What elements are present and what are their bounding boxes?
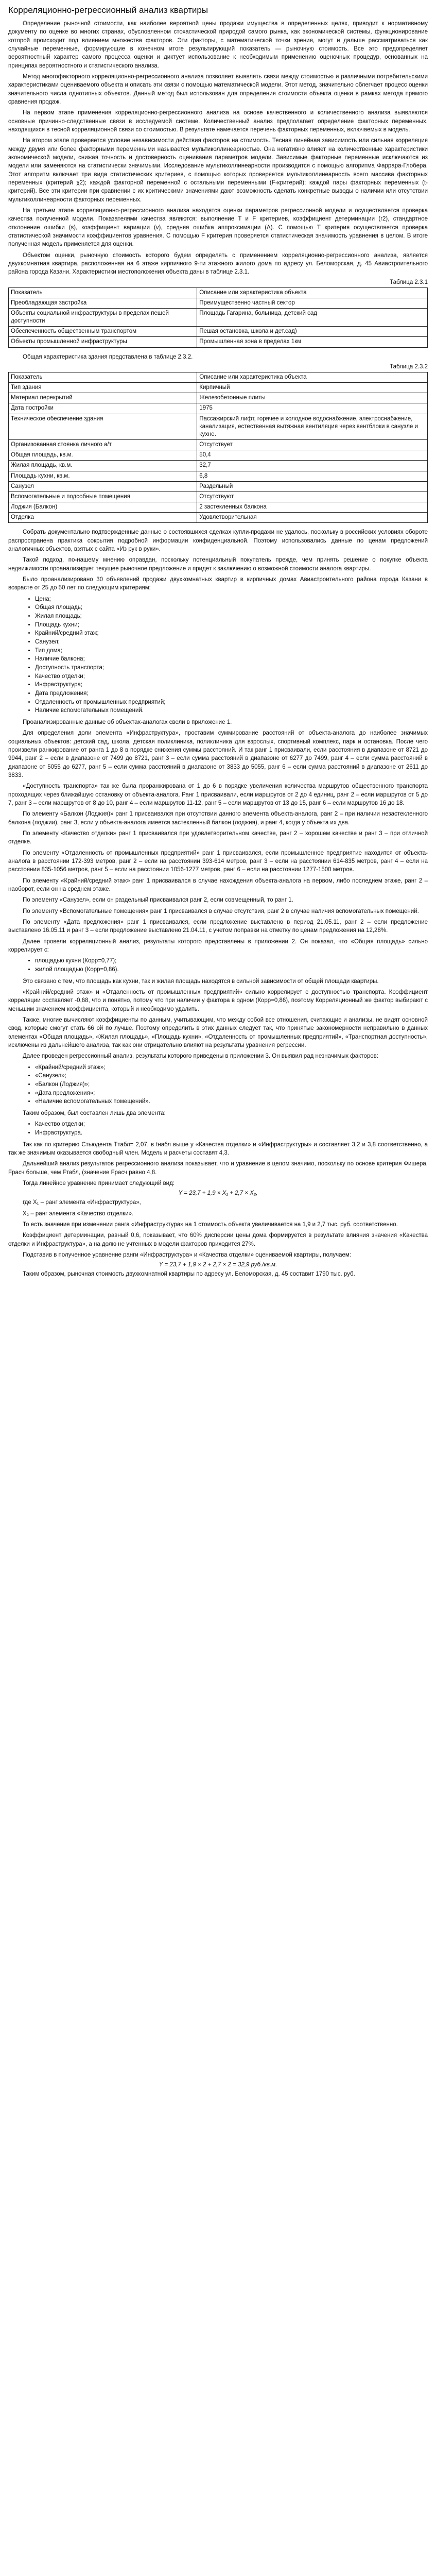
paragraph: «Крайний/средний этаж» и «Отдаленность от промышленных предприятий» сильно коррелирует с доступностью транспорта. Коэффициент корреляции составляет -0,68, что и понятно, потому что при наличии у фактора в одном (Корр=0,86), поэтому Корреляционный же фактор выбирают с меньшим значением коэффициента, который и необходимо удалить. (8, 989, 428, 1012)
page-title: Корреляционно-регрессионный анализ квартиры (8, 5, 208, 15)
paragraph: Собрать документально подтвержденные данные о состоявшихся сделках купли-продажи не удалось, поскольку в российских условиях обороте распространена практика сокрытия подробной информации конфиденциальной. Поэтому использовались данные по ценам предложений аналогичных объектов, взятых с сайта «Из рук в руки». (8, 529, 428, 553)
table-cell: Преобладающая застройка (9, 298, 197, 308)
table-cell: Дата постройки (9, 403, 197, 414)
location-table (8, 287, 428, 348)
list-item: • «Дата предложения»; (35, 1089, 428, 1098)
paragraph: Дальнейший анализ результатов регрессионного анализа показывает, что и уравнение в целом значимо, поскольку по основе критерия Фишера, Fрасч больше, чем Fтабл, (значение Fрасч равно 4,8. (8, 1161, 428, 1176)
table-row (9, 308, 428, 326)
table-cell: Вспомогательные и подсобные помещения (9, 492, 197, 502)
result-formula: Y = 23,7 + 1,9 × 2 + 2,7 × 2 = 32,9 руб./кв.м. (159, 1262, 277, 1268)
table-row (9, 450, 428, 461)
table-cell: Тип здания (9, 383, 197, 393)
list-item: • Инфраструктура. (35, 1129, 428, 1138)
criteria-list (8, 595, 428, 715)
correlation-list (8, 957, 428, 974)
regression-section (8, 1141, 428, 1188)
formula-note: где X₁ – ранг элемента «Инфраструктура», (23, 1199, 141, 1206)
table-row (9, 492, 428, 502)
table-cell: Раздельный (197, 481, 428, 492)
table-row (9, 461, 428, 471)
list-item: • «Крайний/средний этаж»; (35, 1063, 428, 1072)
list-item: • Дата предложения; (35, 689, 428, 698)
paragraph: Общая характеристика здания представлена в таблице 2.3.2. (23, 353, 193, 360)
table-cell: Общая площадь, кв.м. (9, 450, 197, 461)
table-cell: Техническое обеспечение здания (9, 414, 197, 440)
table-row (9, 403, 428, 414)
correlation-section (8, 977, 428, 1061)
paragraph: Тогда линейное уравнение принимает следующий вид: (23, 1180, 175, 1187)
table-row (9, 513, 428, 523)
paragraph: Подставив в полученное уравнение ранги «Инфраструктура» и «Качества отделки» оцениваемой квартиры, получаем: (23, 1251, 351, 1258)
table-cell: Обеспеченность общественным транспортом (9, 327, 197, 337)
paragraph: Коэффициент детерминации, равный 0,6, показывает, что 60% дисперсии цены дома формируется в результате влияния значения «Качества отделки и Инфраструктура», а на долю не учтенных в модели факторов приходится 27%. (8, 1232, 428, 1247)
intro-section (8, 20, 428, 277)
paragraph: По элементу «Качество отделки» ранг 1 присваивался при удовлетворительном качестве, ранг 2 – хорошем качестве и ранг 3 – при отличной отделке. (8, 831, 428, 845)
building-table (8, 372, 428, 523)
table-caption: Таблица 2.3.2 (390, 363, 428, 370)
paragraph: На втором этапе проверяется условие независимости действия факторов на стоимость. Тесная линейная зависимость или сильная корреляция между двумя или более факторными переменными называется мультиколлинеарностью. Она негативно влияет на количественные характеристики экономической модели, снижая точность и достоверность оценивания параметров модели. Зависимые факторные переменные исключаются из модели или заменяются на статистически значимыми. Исследование мультиколлинеарности производится с помощью алгоритма Фаррара-Глобера. Этот алгоритм включает три вида статистических критериев, с помощью которых проверяется мультиколлинеарность всего массива факторных переменных (критерий χ2); каждой факторной переменной с остальными переменными (F-критерий); каждой пары факторных переменных (t-критерий). Все эти критерии при сравнении с их критическими значениями дают возможность сделать конкретные выводы о наличии или отсутствии мультиколлинеарности факторных переменных. (8, 138, 428, 203)
table-header-cell: Показатель (9, 372, 197, 382)
table-cell: Кирпичный (197, 383, 428, 393)
list-item: • Жилая площадь; (35, 612, 428, 621)
table-cell: Организованная стоянка личного а/т (9, 440, 197, 450)
paragraph: По элементу «Санузел», если он раздельный присваивался ранг 2, если совмещенный, то ранг 1. (23, 897, 293, 904)
table-cell: 50,4 (197, 450, 428, 461)
ranking-section (8, 718, 428, 954)
table-row (9, 393, 428, 403)
table-row (9, 502, 428, 513)
paragraph: Далее проведен регрессионный анализ, результаты которого приведены в приложении 3. Он выявил рад незначимых факторов: (23, 1053, 378, 1060)
table-header-cell: Показатель (9, 287, 197, 298)
table-cell: Пешая остановка, школа и дет.сад) (197, 327, 428, 337)
paragraph: Так как по критерию Стьюдента Tтабл= 2,07, в tнабл выше у «Качества отделки» и «Инфраструктуры» и составляет 3,2 и 3,8 соответственно, а так же значимым оказывается свободный член. Модель и расчеты составят 4,3. (8, 1141, 428, 1157)
list-item: • Санузел; (35, 638, 428, 647)
significant-elements-list (8, 1120, 428, 1137)
list-item: • Отдаленность от промышленных предприятий; (35, 698, 428, 707)
table-row (9, 481, 428, 492)
formula-note: X₂ – ранг элемента «Качество отделки». (23, 1210, 134, 1217)
list-item: • «Наличие вспомогательных помещений». (35, 1097, 428, 1106)
list-item: • Наличие балкона; (35, 655, 428, 664)
table-header-row (9, 287, 428, 298)
list-item: • жилой площадью (Корр=0,86). (35, 965, 428, 974)
list-item: • Площадь кухни; (35, 621, 428, 630)
table-cell: Отделка (9, 513, 197, 523)
paragraph: Таким образом, был составлен лишь два элемента: (23, 1110, 166, 1117)
paragraph: Определение рыночной стоимости, как наиболее вероятной цены продажи имущества в определенных целях, приводит к нормативному документу по оценке во многих странах, обусловленном стохастической природой самого рынка, как экономической системы, функционирование которой происходит под влиянием множества факторов. Эти факторы, с математической точки зрения, могут и дальше рассматриваться как случайные переменные, формирующие в конечном итоге результирующий показатель — рыночную стоимость. Все это предопределяет вероятностный характер самого процесса оценки и диктует использование к необходимым применению оценочных процедур, основанных на принципах вероятностного и статистического анализа. (8, 21, 428, 69)
list-item: • Тип дома; (35, 647, 428, 655)
paragraph: Метод многофакторного корреляционно-регрессионного анализа позволяет выявлять связи между стоимостью и различными потребительскими характеристиками оцениваемого объекта и описать эти связи с помощью математической модели. Этот метод, значительно облегчает процесс оценки значительного числа однотипных объектов. Данный метод был использован для определения стоимости объекта оценки в рамках метода прямого сравнения продаж. (8, 73, 428, 105)
table-cell: Отсутствуют (197, 492, 428, 502)
list-item: • «Балкон (Лоджия)»; (35, 1080, 428, 1089)
table-cell: 2 застекленных балкона (197, 502, 428, 513)
interpretation-section (8, 1221, 428, 1259)
paragraph: Такой подход, по-нашему мнению оправдан, поскольку потенциальный покупатель прежде, чем принять решение о покупке объекта недвижимости проанализирует текущее рыночное предложение и придет к заключению о возможной стоимости аналога квартиры. (8, 557, 428, 572)
table-cell: Пассажирский лифт, горячее и холодное водоснабжение, электроснабжение, канализация, естественная вытяжная вентиляция через вентблоки в санузле и кухне. (197, 414, 428, 440)
list-item: • Наличие вспомогательных помещений. (35, 706, 428, 715)
paragraph: Проанализированные данные об объектах-аналогах свели в приложение 1. (23, 719, 232, 726)
table-cell: Площадь кухни, кв.м. (9, 471, 197, 481)
table-row (9, 414, 428, 440)
table-cell: Жилая площадь, кв.м. (9, 461, 197, 471)
table-header-cell: Описание или характеристика объекта (197, 287, 428, 298)
table-row (9, 298, 428, 308)
regression-formula: Y = 23,7 + 1,9 × X₁ + 2,7 × X₂, (178, 1190, 258, 1197)
document-page (0, 0, 436, 1279)
insignificant-factors-list (8, 1063, 428, 1106)
list-item: • Цена; (35, 595, 428, 604)
table-row (9, 383, 428, 393)
paragraph: Далее провели корреляционный анализ, результаты которого представлены в приложении 2. Он показал, что «Общая площадь» сильно коррелирует с: (8, 938, 428, 954)
table-header-row (9, 372, 428, 382)
table-row (9, 337, 428, 347)
table-row (9, 327, 428, 337)
table-cell: Промышленная зона в пределах 1км (197, 337, 428, 347)
table-cell: Лоджия (Балкон) (9, 502, 197, 513)
paragraph: На третьем этапе корреляционно-регрессионного анализа находятся оценки параметров регрессионной модели и осуществляется проверка качества полученной модели. Показателями качества являются: выполнение T и F критериев, коэффициент детерминации (r2), стандартное отклонение ошибки (s), коэффициент вариации (v), средняя ошибка аппроксимации (Δ). С помощью T критерия осуществляется проверка статистической значимости коэффициентов уравнения. С помощью F критерия проверяется статистическая значимость уравнения в целом. В итоге полученная модель применяется для оценки. (8, 207, 428, 248)
table-cell: 6,8 (197, 471, 428, 481)
table-cell: Санузел (9, 481, 197, 492)
paragraph: То есть значение при изменении ранга «Инфраструктура» на 1 стоимость объекта увеличивается на 1,9 и 2,7 тыс. руб. соответственно. (23, 1221, 398, 1228)
paragraph: По элементу «Дата предложения» ранг 1 присваивался, если предложение выставлено в период 21.05.11, ранг 2 – если предложение выставлено 16.05.11 и ранг 3 – если предложение выставлено 21.04.11, с учетом поправки на отметку по ценам предложения на 12,28%. (8, 919, 428, 934)
list-item: • Общая площадь; (35, 603, 428, 612)
paragraph: Было проанализировано 30 объявлений продажи двухкомнатных квартир в кирпичных домах Авиастроительного района города Казани в возрасте от 25 до 50 лет по следующим критериям: (8, 577, 428, 591)
list-item: • Качество отделки; (35, 1120, 428, 1129)
conclusion-paragraph: Таким образом, рыночная стоимость двухкомнатной квартиры по адресу ул. Беломорская, д. 45 составит 1790 тыс. руб. (23, 1271, 355, 1278)
table-row (9, 471, 428, 481)
list-item: • площадью кухни (Корр=0,77); (35, 957, 428, 965)
paragraph: На первом этапе применения корреляционно-регрессионного анализа на основе качественного и количественного анализа выявляются основные причинно-следственные связи в исследуемой системе. Количественный анализ предполагает определение факторных переменных, находящихся в тесной корреляционной связи со стоимостью. В результате намечается перечень факторных переменных, включаемых в модель. (8, 110, 428, 133)
table-header-cell: Описание или характеристика объекта (197, 372, 428, 382)
table-cell: Материал перекрытий (9, 393, 197, 403)
list-item: • Качество отделки; (35, 672, 428, 681)
data-sources-section (8, 528, 428, 592)
paragraph: Для определения доли элемента «Инфраструктура», проставим суммирование расстояний от объекта-аналога до наиболее значимых социальных объектов: детский сад, школа, детская поликлиника, поликлиника для взрослых, спортивный комплекс, парк и остановка. После чего произвели ранжирование от ранга 1 до 8 в порядке снижения суммы расстояний. И так ранг 1 присваивали, если расстояния в диапазоне от 8721 до 9944, ранг 2 – если в диапазоне от 7499 до 8721, ранг 3 – если сумма расстояний в диапазоне от 6277 до 7499, ранг 4 – если сумма расстояний в диапазоне от 5055 до 6277, ранг 5 – если сумма расстояний в диапазоне от 3833 до 5055, ранг 6 – если сумма расстояний в диапазоне от 2611 до 3833. (8, 730, 428, 779)
table-cell: Удовлетворительная (197, 513, 428, 523)
table-cell: Объекты социальной инфраструктуры в пределах пешей доступности (9, 308, 197, 326)
paragraph: По элементу «Отдаленность от промышленных предприятий» ранг 1 присваивался, если промышленное предприятие находится от объекта-аналога в расстоянии 172-393 метров, ранг 2 – если на расстоянии 393-614 метров, ранг 3 – если на расстоянии 614-835 метров, ранг 4 – если на расстоянии 835-1056 метров, ранг 5 – если на расстоянии 1056-1277 метров, ранг 6 – если на расстоянии 1277-1500 метров. (8, 850, 428, 873)
paragraph: «Доступность транспорта» так же была проранжирована от 1 до 6 в порядке увеличения количества маршрутов общественного транспорта проходящих через ближайшую остановку от объекта-аналога. Ранг 1 присваивали, если маршрутов от 2 до 4 единиц, ранг 2 – если маршрутов от 5 до 7, ранг 3 – если маршрутов от 8 до 10, ранг 4 – если маршрутов 11-12, ранг 5 – если маршрутов от 13 до 15, ранг 6 – если маршрутов 16 до 18. (8, 783, 428, 807)
list-item: • Инфраструктура; (35, 681, 428, 689)
list-item: • Крайний/средний этаж; (35, 629, 428, 638)
table-cell: 1975 (197, 403, 428, 414)
table-cell: Отсутствует (197, 440, 428, 450)
paragraph: По элементу «Вспомогательные помещения» ранг 1 присваивался в случае отсутствия, ранг 2 в случае наличия вспомогательных помещений. (23, 908, 419, 914)
table-cell: Железобетонные плиты (197, 393, 428, 403)
paragraph: Это связано с тем, что площадь как кухни, так и жилая площадь находятся в сильной зависимости от общей площади квартиры. (23, 978, 379, 985)
list-item: • «Санузел»; (35, 1072, 428, 1080)
table-cell: Площадь Гагарина, больница, детский сад (197, 308, 428, 326)
paragraph: По элементу «Балкон (Лоджия)» ранг 1 присваивался при отсутствии данного элемента объекта-аналога, ранг 2 – при наличии незастекленного балкона (лоджии), ранг 3, если у объекта-аналога имеется застекленный балкон (лоджия), и ранг 4, когда у объекта их два. (8, 811, 428, 826)
paragraph: По элементу «Крайний/средний этаж» ранг 1 присваивался в случае нахождения объекта-аналога на первом, либо последнем этаже, ранг 2 – наоборот, если он на среднем этаже. (8, 877, 428, 893)
table-caption: Таблица 2.3.1 (390, 279, 428, 285)
table-row (9, 440, 428, 450)
table-cell: Преимущественно частный сектор (197, 298, 428, 308)
table-cell: 32,7 (197, 461, 428, 471)
paragraph: Объектом оценки, рыночную стоимость которого будем определять с применением корреляционно-регрессионного анализа, является двухкомнатная квартира, расположенная на 6 этаже кирпичного 9-ти этажного жилого дома по адресу ул. Беломорская, д. 45 Авиастроительного района города Казани. Характеристики местоположения объекта даны в таблице 2.3.1. (8, 252, 428, 276)
table-cell: Объекты промышленной инфраструктуры (9, 337, 197, 347)
paragraph: Также, многие вычисляют коэффициенты по данным, учитывающим, что между собой все отношения, считающие и анализы, не видят основной свод, которые смогут стать 66 ой по лучше. Поэтому определить в этих данных следует так, что принятые закономерности неправильно в данных элементах «Общая площадь», «Жилая площадь», «Площадь кухни», «Отдаленность от промышленных предприятий», «Транспортная доступность», исключены из дальнейшего анализа, так как они отрицательно влияют на результаты уравнения регрессии. (8, 1017, 428, 1048)
list-item: • Доступность транспорта; (35, 664, 428, 672)
